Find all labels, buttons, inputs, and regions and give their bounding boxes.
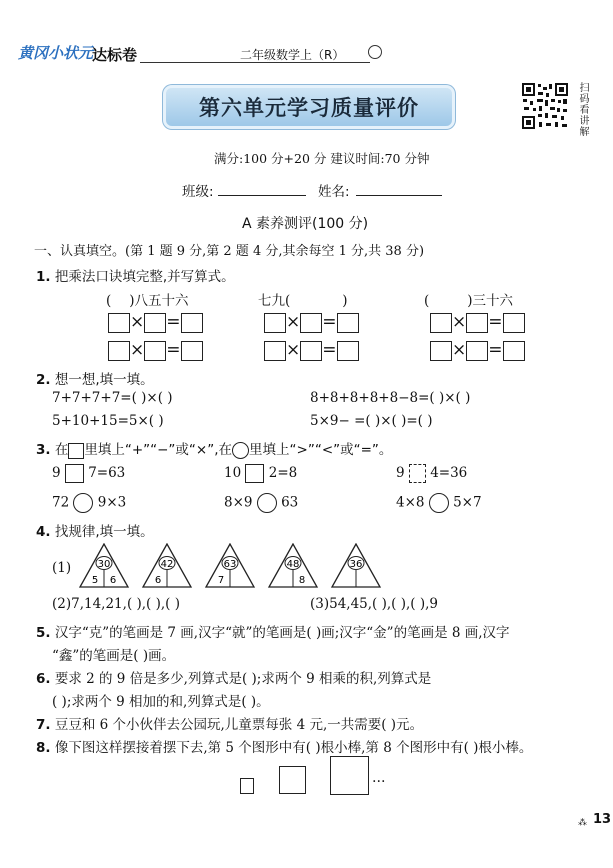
- q4-triangle-1: [80, 544, 128, 587]
- q4-triangle-top-value: 48: [286, 559, 300, 570]
- brand-logo: 黄冈小状元: [18, 44, 94, 62]
- q8-square-1: [240, 778, 254, 794]
- q7-line: 7. 豆豆和 6 个小伙伴去公园玩,儿童票每张 4 元,一共需要( )元。: [36, 717, 424, 733]
- q4-triangle-top-value: 30: [97, 559, 111, 570]
- q3-circle-legend: [232, 442, 249, 459]
- q3-square-legend: [68, 443, 84, 459]
- q1-eq-g2-r2[interactable]: × =: [264, 340, 359, 361]
- q2-text: 2. 想一想,填一填。: [36, 372, 154, 388]
- q1-eq-g1-r2[interactable]: × =: [108, 340, 203, 361]
- q4-text: 4. 找规律,填一填。: [36, 524, 154, 540]
- name-field[interactable]: [356, 195, 442, 196]
- q3-item-1[interactable]: 9 7=63: [52, 465, 126, 481]
- q3-item-2[interactable]: 10 2=8: [224, 465, 298, 481]
- q8-line: 8. 像下图这样摆接着摆下去,第 5 个图形中有( )根小棒,第 8 个图形中有( )根小棒。: [36, 740, 533, 756]
- page-number: 13: [593, 812, 612, 827]
- q6-line2: ( );求两个 9 相加的和,列算式是( )。: [52, 694, 270, 710]
- q1-prompt: 把乘法口诀填完整,并写算式。: [54, 269, 235, 285]
- series-title: 达标卷: [92, 46, 138, 64]
- q2-line1-right[interactable]: 8+8+8+8+8−8=( )×( ): [310, 390, 471, 406]
- q4-part1-label: (1): [52, 560, 72, 576]
- class-field[interactable]: [218, 195, 306, 196]
- q4-triangle-top-value: 42: [160, 559, 174, 570]
- q1-motto-1: ( )八五十六: [106, 293, 189, 309]
- q4-triangle-top-value: 36: [349, 559, 363, 570]
- q4-triangles: [78, 543, 388, 589]
- name-label: 姓名:: [318, 184, 350, 200]
- q8-ellipsis: …: [372, 770, 386, 786]
- q1-eq-g1-r1[interactable]: × =: [108, 312, 203, 333]
- q4-triangle-left-value: 7: [217, 575, 225, 586]
- footer-mark: ⁂: [578, 818, 587, 828]
- q1-text: [36, 265, 235, 285]
- q4-part2[interactable]: (2)7,14,21,( ),( ),( ): [52, 596, 180, 612]
- q4-triangle-2: [143, 544, 191, 587]
- q3-item-5[interactable]: 8×9 63: [224, 493, 298, 513]
- part1-heading: 一、认真填空。(第 1 题 9 分,第 2 题 4 分,其余每空 1 分,共 38 分): [34, 244, 425, 259]
- q4-triangle-left-value: 5: [91, 575, 99, 586]
- class-label: 班级:: [182, 184, 214, 200]
- q8-square-3: [330, 756, 369, 795]
- q1-number: 1.: [36, 269, 51, 285]
- q1-eq-g3-r2[interactable]: × =: [430, 340, 525, 361]
- q1-motto-2: 七九( ): [258, 293, 348, 309]
- q1-eq-g2-r1[interactable]: × =: [264, 312, 359, 333]
- q5-line2: “鑫”的笔画是( )画。: [52, 648, 176, 664]
- q4-part3[interactable]: (3)54,45,( ),( ),( ),9: [310, 596, 438, 612]
- q5-line1: 5. 汉字“克”的笔画是 7 画,汉字“就”的笔画是( )画;汉字“金”的笔画是 8 画,汉字: [36, 625, 510, 641]
- score-time-line: 满分:100 分+20 分 建议时间:70 分钟: [214, 151, 430, 166]
- q4-triangle-right-value: 8: [298, 575, 306, 586]
- spiral-icon: [368, 45, 382, 59]
- q4-triangle-left-value: 6: [154, 575, 162, 586]
- q3-item-3[interactable]: 9 4=36: [396, 465, 468, 481]
- q6-line1: 6. 要求 2 的 9 倍是多少,列算式是( );求两个 9 相乘的积,列算式是: [36, 671, 432, 687]
- q2-line2-right[interactable]: 5×9− =( )×( )=( ): [310, 413, 433, 429]
- q4-triangle-4: [269, 544, 317, 587]
- q4-triangle-right-value: 6: [109, 575, 117, 586]
- q4-triangle-5: [332, 544, 380, 587]
- unit-title: 第六单元学习质量评价: [199, 96, 419, 120]
- qr-caption: 扫码看讲解: [577, 82, 588, 137]
- q3-item-6[interactable]: 4×8 5×7: [396, 493, 482, 513]
- grade-label: 二年级数学上（R）: [240, 48, 345, 62]
- q1-eq-g3-r1[interactable]: × =: [430, 312, 525, 333]
- q8-square-2: [279, 766, 306, 794]
- q1-motto-3: ( )三十六: [424, 293, 514, 309]
- q4-triangle-3: [206, 544, 254, 587]
- qr-code-icon: [521, 82, 569, 130]
- unit-title-banner: [166, 88, 452, 126]
- q4-triangle-top-value: 63: [223, 559, 237, 570]
- q2-line2-left[interactable]: 5+10+15=5×( ): [52, 413, 164, 429]
- section-a-title: A 素养测评(100 分): [242, 216, 369, 232]
- q2-line1-left[interactable]: 7+7+7+7=( )×( ): [52, 390, 173, 406]
- q3-item-4[interactable]: 72 9×3: [52, 493, 126, 513]
- q3-text: 3. 在 里填上“+”“−”或“×”,在 里填上“>”“<”或“=”。: [36, 442, 393, 458]
